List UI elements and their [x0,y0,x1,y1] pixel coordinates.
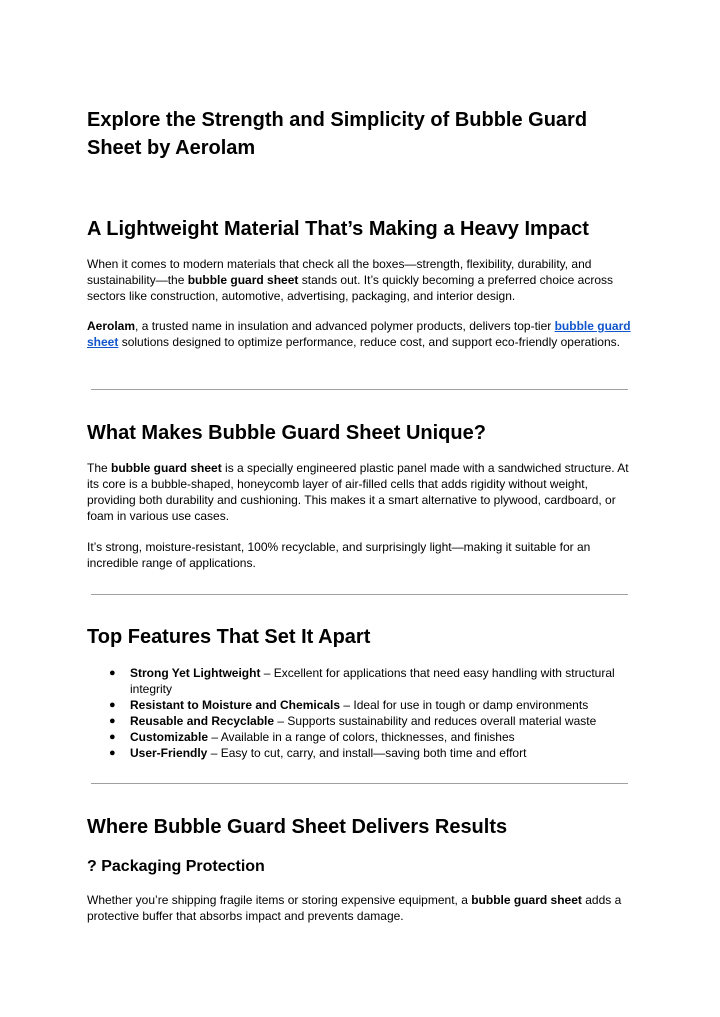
horizontal-rule [91,389,628,390]
bullet-icon: ● [109,747,116,759]
bullet-icon: ● [109,699,116,711]
text-run: adds a protective buffer that absorbs impact and prevents damage. [87,893,622,923]
feature-description: – Excellent for applications that need easy handling with structural integrity [130,666,615,696]
feature-description: – Easy to cut, carry, and install—saving both time and effort [207,746,527,760]
bold-term: bubble guard sheet [111,461,222,475]
bold-term: bubble guard sheet [187,273,299,287]
paragraph-aerolam [87,318,632,350]
text-run: When it comes to modern materials that check all the boxes—strength, flexibility, durability, and sustainability—the [87,257,592,287]
brand-name: Aerolam [87,319,136,333]
text-run: is a specially engineered plastic panel made with a sandwiched structure. At its core is a bubble-shaped, honeycomb layer of air-filled cells that adds rigidity without weight, providing both durability and cushioning. This makes it a smart alternative to plywood, cardboard, or foam in various use cases. [87,461,629,523]
horizontal-rule [91,594,628,595]
paragraph-intro [87,256,632,304]
text-run: solutions designed to optimize performance, reduce cost, and support eco-friendly operations. [118,335,620,349]
list-item [87,745,632,761]
text-run: The [87,461,112,475]
text-run: , a trusted name in insulation and advanced polymer products, delivers top-tier [135,319,555,333]
feature-description: – Ideal for use in tough or damp environments [340,698,589,712]
bullet-icon: ● [109,667,116,679]
paragraph-definition [87,460,632,524]
paragraph-properties: It’s strong, moisture-resistant, 100% recyclable, and surprisingly light—making it suitable for an incredible range of applications. [87,540,591,570]
bold-term: bubble guard sheet [471,893,582,907]
section-heading-unique: What Makes Bubble Guard Sheet Unique? [87,422,486,444]
feature-title: Resistant to Moisture and Chemicals [130,698,341,712]
subheading-packaging: ? Packaging Protection [87,858,265,875]
feature-list [87,665,632,761]
list-item [87,665,632,697]
list-item [87,713,632,729]
bubble-guard-sheet-link[interactable]: bubble guard sheet [87,319,631,349]
section-heading-features: Top Features That Set It Apart [87,626,371,648]
text-run: Whether you’re shipping fragile items or storing expensive equipment, a [87,893,472,907]
paragraph-packaging [87,892,632,924]
section-heading-results: Where Bubble Guard Sheet Delivers Results [87,816,508,838]
bullet-icon: ● [109,715,116,727]
feature-title: User-Friendly [130,746,208,760]
text-run: stands out. It’s quickly becoming a preferred choice across sectors like construction, automotive, advertising, packaging, and interior design. [87,273,614,303]
horizontal-rule [91,783,628,784]
feature-title: Reusable and Recyclable [130,714,275,728]
bullet-icon: ● [109,731,116,743]
list-item [87,729,632,745]
feature-title: Strong Yet Lightweight [130,666,261,680]
feature-description: – Available in a range of colors, thicknesses, and finishes [208,730,515,744]
section-heading-lightweight: A Lightweight Material That’s Making a Heavy Impact [87,218,589,240]
feature-description: – Supports sustainability and reduces overall material waste [274,714,597,728]
list-item [87,697,632,713]
page-title: Explore the Strength and Simplicity of Bubble Guard Sheet by Aerolam [87,109,588,159]
feature-title: Customizable [130,730,209,744]
